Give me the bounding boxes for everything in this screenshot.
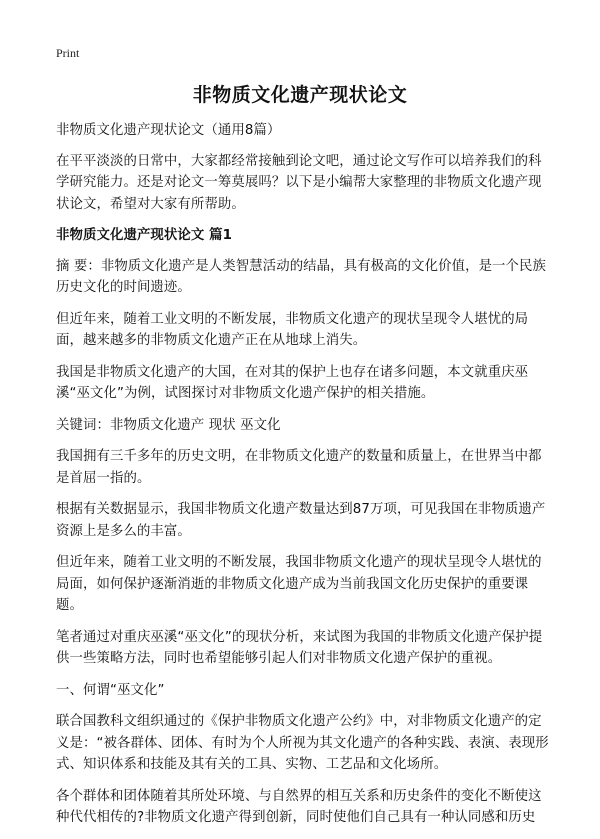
section-heading: 非物质文化遗产现状论文 篇1 — [56, 228, 233, 243]
intro-paragraph: 在平平淡淡的日常中，大家都经常接触到论文吧，通过论文写作可以培养我们的科学研究能力。还是对论文一筹莫展吗？以下是小编帮大家整理的非物质文化遗产现状论文，希望对大家有所帮助。 — [56, 153, 542, 212]
document-subtitle: 非物质文化遗产现状论文（通用8篇） — [56, 123, 281, 138]
keywords-paragraph: 关键词：非物质文化遗产 现状 巫文化 — [56, 417, 281, 433]
page-title: 非物质文化遗产现状论文 — [192, 84, 408, 106]
body-paragraph: 笔者通过对重庆巫溪“巫文化”的现状分析，来试图为我国的非物质文化遗产保护提供一些策略方法，同时也希望能够引起人们对非物质文化遗产保护的重视。 — [56, 629, 543, 666]
document-body — [56, 120, 552, 839]
body-paragraph: 但近年来，随着工业文明的不断发展，我国非物质文化遗产的现状呈现令人堪忧的局面，如何保护逐渐消逝的非物质文化遗产成为当前我国文化历史保护的重要课题。 — [56, 555, 542, 613]
body-paragraph: 我国拥有三千多年的历史文明，在非物质文化遗产的数量和质量上，在世界当中都是首屈一指的。 — [56, 449, 542, 486]
body-paragraph: 各个群体和团体随着其所处环境、与自然界的相互关系和历史条件的变化不断使这种代代相传的?非物质文化遗产得到创新，同时使他们自己具有一种认同感和历史 — [56, 788, 542, 825]
body-paragraph: 联合国教科文组织通过的《保护非物质文化遗产公约》中，对非物质文化遗产的定义是：“被各群体、团体、有时为个人所视为其文化遗产的各种实践、表演、表现形式、知识体系和技能及其有关的工具、实物、工艺品和文化场所。 — [56, 714, 549, 772]
body-paragraph: 我国是非物质文化遗产的大国，在对其的保护上也存在诸多问题，本文就重庆巫溪“巫文化”为例，试图探讨对非物质文化遗产保护的相关措施。 — [56, 364, 529, 401]
abstract-paragraph: 摘 要：非物质文化遗产是人类智慧活动的结晶，具有极高的文化价值，是一个民族历史文化的时间遗迹。 — [56, 258, 547, 295]
body-paragraph: 根据有关数据显示，我国非物质文化遗产数量达到87万项，可见我国在非物质遗产资源上是多么的丰富。 — [56, 502, 546, 539]
body-paragraph: 但近年来，随着工业文明的不断发展，非物质文化遗产的现状呈现令人堪忧的局面，越来越多的非物质文化遗产正在从地球上消失。 — [56, 311, 529, 348]
subsection-heading: 一、何谓“巫文化” — [56, 682, 165, 698]
print-label: Print — [56, 46, 80, 60]
